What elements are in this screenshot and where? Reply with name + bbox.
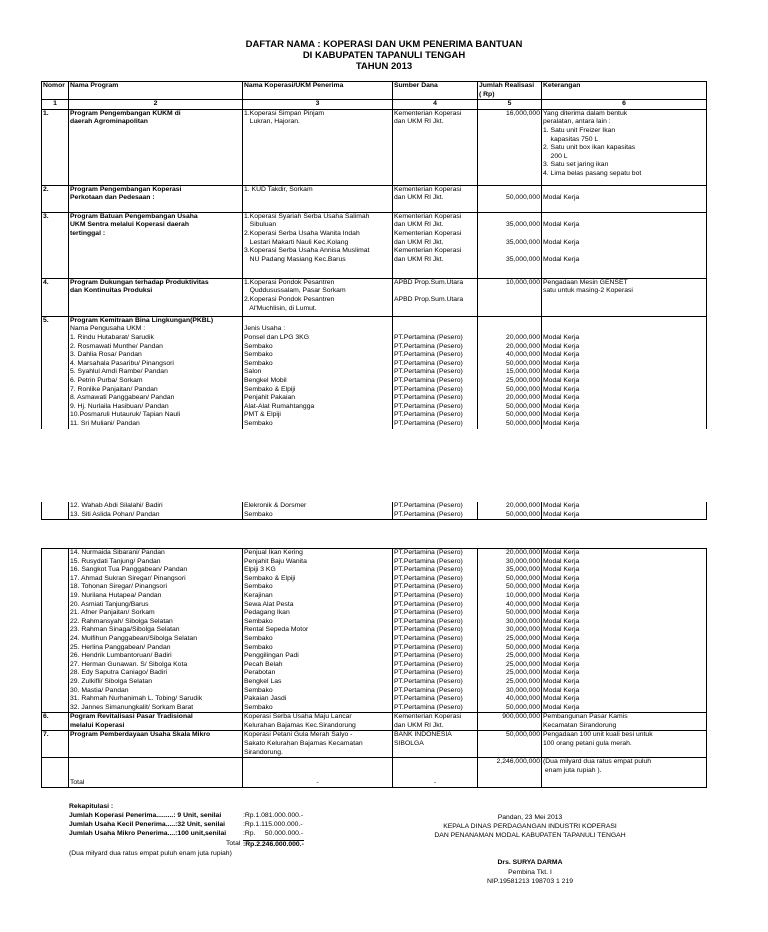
ukm-sumber: PT.Pertamina (Pesero) [393, 704, 478, 713]
total-row [42, 758, 707, 788]
ukm-jumlah: 30,000,000 [478, 626, 542, 635]
program-7-name: Program Pemberdayaan Usaha Skala Mikro [69, 731, 243, 758]
ukm-sumber: PT.Pertamina (Pesero) [393, 403, 478, 412]
ukm-row [42, 592, 707, 601]
ukm-ket: Modal Kerja [542, 566, 707, 575]
ukm-row [42, 609, 707, 618]
ukm-name: 5. Syahlul Amdi Rambe/ Pandan [69, 368, 243, 377]
col-header-ket: Keterangan [542, 82, 707, 100]
sign-office-line2: DAN PENANAMAN MODAL KABUPATEN TAPANULI TENGAH [434, 831, 626, 839]
col-header-program: Nama Program [69, 82, 243, 100]
sign-name: Drs. SURYA DARMA [497, 859, 563, 866]
ukm-row [42, 601, 707, 610]
signature-block [370, 814, 690, 840]
ukm-ket: Modal Kerja [542, 626, 707, 635]
ukm-name: 13. Siti Aslida Pohan/ Pandan [69, 511, 243, 520]
ukm-name: 3. Dahlia Rosa/ Pandan [69, 351, 243, 360]
ukm-sumber: PT.Pertamina (Pesero) [393, 511, 478, 520]
ukm-name: 20. Asmiati Tanjung/Barus [69, 601, 243, 610]
ukm-usaha: Sembako & Elpiji [243, 575, 393, 584]
ukm-usaha: Sembako [243, 351, 393, 360]
ukm-jumlah: 40,000,000 [478, 695, 542, 704]
col-num-5: 5 [478, 100, 542, 110]
ukm-name: 12. Wahab Abdi Silalahi/ Badiri [69, 502, 243, 511]
ukm-ket: Modal Kerja [542, 695, 707, 704]
ukm-row [42, 411, 707, 420]
ukm-usaha: Pecah Belah [243, 661, 393, 670]
ukm-ket: Modal Kerja [542, 403, 707, 412]
total-jumlah: 2,246,000,000 [478, 758, 542, 788]
ukm-name: 32. Jannes Simanungkalit/ Sorkam Barat [69, 704, 243, 713]
ukm-jumlah: 25,000,000 [478, 377, 542, 386]
ukm-ket: Modal Kerja [542, 360, 707, 369]
ukm-name: 30. Mastia/ Pandan [69, 687, 243, 696]
ukm-row [42, 377, 707, 386]
program-row-1 [42, 109, 707, 185]
ukm-row [42, 351, 707, 360]
ukm-usaha: Ponsel dan LPG 3KG [243, 334, 393, 343]
program-7-jumlah: 50,000,000 [478, 731, 542, 758]
signatory [450, 858, 610, 887]
ukm-ket: Modal Kerja [542, 343, 707, 352]
ukm-name: 16. Sangkot Tua Panggabean/ Pandan [69, 566, 243, 575]
ukm-jumlah: 20,000,000 [478, 334, 542, 343]
ukm-sumber: PT.Pertamina (Pesero) [393, 695, 478, 704]
ukm-row [42, 695, 707, 704]
program-3-penerima: 1.Koperasi Syariah Serba Usaha Salimah Sibuluan 2.Koperasi Serba Usaha Wanita Indah Lestari Makarti Nauli Kec.Kolang 3.Koperasi Serba Usaha Annisa Muslimat NU Padang Masiang Kec.Barus [243, 212, 393, 278]
ukm-jumlah: 15,000,000 [478, 368, 542, 377]
ukm-row [42, 502, 707, 511]
program-4-ket: Pengadaan Mesin GENSET satu untuk masing-2 Koperasi [542, 278, 707, 316]
ukm-usaha: Sembako [243, 511, 393, 520]
rekap-words: (Dua milyard dua ratus empat puluh enam juta rupiah) [69, 850, 232, 857]
ukm-row [42, 403, 707, 412]
program-3-ket: Modal Kerja Modal Kerja Modal Kerja [542, 212, 707, 278]
ukm-ket: Modal Kerja [542, 644, 707, 653]
program-7-penerima: Koperasi Petani Gula Merah Salyo - Sakato Kelurahan Bajamas Kecamatan Sirandorung. [243, 731, 393, 758]
ukm-list-3 [42, 549, 707, 713]
program-6-jumlah: 900,000,000 [478, 713, 542, 731]
ukm-sumber: PT.Pertamina (Pesero) [393, 592, 478, 601]
ukm-name: 25. Herlina Panggabean/ Pandan [69, 644, 243, 653]
rekap-total-label: Total [226, 840, 241, 847]
ukm-name: 4. Marsahala Pasaribu/ Pinangsori [69, 360, 243, 369]
ukm-name: 22. Rahmansyah/ Sibolga Selatan [69, 618, 243, 627]
ukm-name: 21. Afner Panjaitan/ Sorkam [69, 609, 243, 618]
ukm-usaha: Elekronik & Dorsmer [243, 502, 393, 511]
program-2-penerima: 1. KUD Takdir, Sorkam [243, 185, 393, 212]
ukm-usaha: Sembako [243, 618, 393, 627]
ukm-row [42, 368, 707, 377]
ukm-row [42, 343, 707, 352]
col-num-6: 6 [542, 100, 707, 110]
col-num-1: 1 [42, 100, 69, 110]
rekap-koperasi-label: Jumlah Koperasi Penerima.........: 9 Unit, senilai [69, 812, 222, 819]
ukm-sumber: PT.Pertamina (Pesero) [393, 351, 478, 360]
ukm-usaha: Sembako [243, 635, 393, 644]
ukm-jumlah: 20,000,000 [478, 343, 542, 352]
total-ket: (Dua milyard dua ratus empat puluh enam juta rupiah ). [542, 758, 707, 788]
ukm-row [42, 618, 707, 627]
program-row-7 [42, 731, 707, 758]
recipient-table-part3 [41, 548, 707, 788]
ukm-name: 6. Petrin Purba/ Sorkam [69, 377, 243, 386]
ukm-sumber: PT.Pertamina (Pesero) [393, 502, 478, 511]
ukm-jumlah: 25,000,000 [478, 661, 542, 670]
ukm-jumlah: 25,000,000 [478, 678, 542, 687]
ukm-row [42, 386, 707, 395]
ukm-sumber: PT.Pertamina (Pesero) [393, 618, 478, 627]
program-row-5 [42, 316, 707, 334]
ukm-jumlah: 20,000,000 [478, 502, 542, 511]
col-num-4: 4 [393, 100, 478, 110]
ukm-jumlah: 50,000,000 [478, 511, 542, 520]
ukm-ket: Modal Kerja [542, 511, 707, 520]
ukm-sumber: PT.Pertamina (Pesero) [393, 566, 478, 575]
total-sumber: - [393, 758, 478, 788]
ukm-name: 9. Hj. Nurlaila Hasibuan/ Pandan [69, 403, 243, 412]
ukm-sumber: PT.Pertamina (Pesero) [393, 687, 478, 696]
program-3-name: Program Batuan Pengembangan Usaha UKM Sentra melalui Koperasi daerah tertinggal : [69, 212, 243, 278]
col-num-3: 3 [243, 100, 393, 110]
ukm-usaha: PMT & Elpiji [243, 411, 393, 420]
program-2-sumber: Kementerian Koperasi dan UKM RI Jkt. [393, 185, 478, 212]
ukm-jumlah: 50,000,000 [478, 360, 542, 369]
ukm-sumber: PT.Pertamina (Pesero) [393, 678, 478, 687]
ukm-name: 27. Herman Gunawan. S/ Sibolga Kota [69, 661, 243, 670]
ukm-usaha: Sembako [243, 360, 393, 369]
ukm-name: 19. Nurilana Hutapea/ Pandan [69, 592, 243, 601]
ukm-ket: Modal Kerja [542, 583, 707, 592]
program-7-sumber: BANK INDONESIA SIBOLGA [393, 731, 478, 758]
ukm-jumlah: 30,000,000 [478, 558, 542, 567]
rekap-kecil-value: :Rp.1.115.000.000.- [243, 821, 303, 828]
ukm-ket: Modal Kerja [542, 661, 707, 670]
ukm-row [42, 644, 707, 653]
rekap-koperasi-value: :Rp.1.081.000.000.- [243, 812, 304, 819]
ukm-row [42, 687, 707, 696]
ukm-ket: Modal Kerja [542, 394, 707, 403]
program-5-usaha-subheader: Jenis Usaha : [243, 325, 393, 334]
col-header-no: Nomor [42, 82, 69, 100]
ukm-row [42, 704, 707, 713]
ukm-row [42, 360, 707, 369]
col-header-sumber: Sumber Dana [393, 82, 478, 100]
program-5-subheader: Nama Pengusaha UKM : [69, 325, 243, 334]
ukm-row [42, 661, 707, 670]
ukm-jumlah: 20,000,000 [478, 549, 542, 558]
ukm-ket: Modal Kerja [542, 420, 707, 429]
ukm-sumber: PT.Pertamina (Pesero) [393, 343, 478, 352]
ukm-ket: Modal Kerja [542, 592, 707, 601]
ukm-sumber: PT.Pertamina (Pesero) [393, 635, 478, 644]
ukm-jumlah: 50,000,000 [478, 583, 542, 592]
ukm-usaha: Rental Sepeda Motor [243, 626, 393, 635]
program-5-no: 5. [42, 316, 69, 325]
ukm-list-1 [42, 334, 707, 429]
ukm-sumber: PT.Pertamina (Pesero) [393, 644, 478, 653]
ukm-row [42, 626, 707, 635]
program-4-penerima: 1.Koperasi Pondok Pesantren Quddusussalam, Pasar Sorkam 2.Koperasi Pondok Pesantren Al'Muchlisin, di Lumut. [243, 278, 393, 316]
ukm-name: 10.Posmaruli Hutauruk/ Tapian Nauli [69, 411, 243, 420]
ukm-usaha: Pedagang Ikan [243, 609, 393, 618]
program-row-3 [42, 212, 707, 278]
ukm-name: 24. Mulfihun Panggabean/Sibolga Selatan [69, 635, 243, 644]
program-row-6 [42, 713, 707, 731]
ukm-row [42, 635, 707, 644]
ukm-jumlah: 50,000,000 [478, 575, 542, 584]
ukm-ket: Modal Kerja [542, 386, 707, 395]
ukm-jumlah: 20,000,000 [478, 394, 542, 403]
ukm-usaha: Elpiji 3 KG [243, 566, 393, 575]
program-row-2 [42, 185, 707, 212]
ukm-jumlah: 50,000,000 [478, 704, 542, 713]
ukm-usaha: Pakaian Jasdi [243, 695, 393, 704]
ukm-jumlah: 50,000,000 [478, 644, 542, 653]
ukm-row [42, 583, 707, 592]
ukm-ket: Modal Kerja [542, 502, 707, 511]
ukm-row [42, 549, 707, 558]
ukm-usaha: Kerajinan [243, 592, 393, 601]
ukm-usaha: Penjahit Pakaian [243, 394, 393, 403]
ukm-usaha: Alat-Alat Rumahtangga [243, 403, 393, 412]
ukm-jumlah: 35,000,000 [478, 566, 542, 575]
ukm-jumlah: 25,000,000 [478, 669, 542, 678]
program-row-4 [42, 278, 707, 316]
ukm-usaha: Sembako [243, 687, 393, 696]
total-penerima: - [243, 758, 393, 788]
ukm-sumber: PT.Pertamina (Pesero) [393, 652, 478, 661]
ukm-sumber: PT.Pertamina (Pesero) [393, 661, 478, 670]
ukm-sumber: PT.Pertamina (Pesero) [393, 558, 478, 567]
ukm-sumber: PT.Pertamina (Pesero) [393, 609, 478, 618]
ukm-jumlah: 50,000,000 [478, 386, 542, 395]
ukm-ket: Modal Kerja [542, 558, 707, 567]
ukm-ket: Modal Kerja [542, 601, 707, 610]
ukm-jumlah: 25,000,000 [478, 635, 542, 644]
program-4-sumber: APBD Prop.Sum.Utara APBD Prop.Sum.Utara [393, 278, 478, 316]
ukm-usaha: Bengkel Mobil [243, 377, 393, 386]
program-1-no: 1. [42, 109, 69, 185]
ukm-sumber: PT.Pertamina (Pesero) [393, 583, 478, 592]
program-6-ket: Pembangunan Pasar Kamis Kecamatan Sirandorung [542, 713, 707, 731]
ukm-jumlah: 40,000,000 [478, 601, 542, 610]
ukm-ket: Modal Kerja [542, 669, 707, 678]
ukm-jumlah: 40,000,000 [478, 351, 542, 360]
program-2-jumlah: 50,000,000 [478, 185, 542, 212]
doc-title-line1: DAFTAR NAMA : KOPERASI DAN UKM PENERIMA BANTUAN [245, 39, 523, 50]
rekap-kecil-label: Jumlah Usaha Kecil Penerima.....:32 Unit, senilai [69, 821, 226, 828]
ukm-ket: Modal Kerja [542, 411, 707, 420]
program-7-ket: Pengadaan 100 unit kuali besi untuk 100 orang petani gula merah. [542, 731, 707, 758]
ukm-ket: Modal Kerja [542, 687, 707, 696]
ukm-row [42, 575, 707, 584]
ukm-name: 29. Zulkifli/ Sibolga Selatan [69, 678, 243, 687]
program-1-sumber: Kementerian Koperasi dan UKM RI Jkt. [393, 109, 478, 185]
ukm-ket: Modal Kerja [542, 618, 707, 627]
ukm-name: 8. Asmawati Panggabean/ Pandan [69, 394, 243, 403]
ukm-usaha: Sembako & Elpiji [243, 386, 393, 395]
ukm-row [42, 394, 707, 403]
ukm-row [42, 334, 707, 343]
ukm-name: 26. Hendrik Lumbantoruan/ Badiri [69, 652, 243, 661]
rekap-total-value: :Rp.2.246.000.000.- [243, 841, 304, 848]
sign-rank: Pembina Tkt. I [508, 868, 552, 876]
ukm-usaha: Penjahit Baju Wanita [243, 558, 393, 567]
ukm-row [42, 678, 707, 687]
ukm-ket: Modal Kerja [542, 678, 707, 687]
ukm-sumber: PT.Pertamina (Pesero) [393, 601, 478, 610]
ukm-jumlah: 50,000,000 [478, 411, 542, 420]
program-4-no: 4. [42, 278, 69, 316]
ukm-row [42, 652, 707, 661]
ukm-sumber: PT.Pertamina (Pesero) [393, 334, 478, 343]
ukm-name: 11. Sri Muliani/ Pandan [69, 420, 243, 429]
col-header-penerima: Nama Koperasi/UKM Penerima [243, 82, 393, 100]
program-2-ket: Modal Kerja [542, 185, 707, 212]
ukm-ket: Modal Kerja [542, 334, 707, 343]
sign-place-date: Pandan, 23 Mei 2013 [497, 814, 563, 821]
ukm-usaha: Sembako [243, 420, 393, 429]
ukm-name: 2. Rosmawati Munthe/ Pandan [69, 343, 243, 352]
ukm-name: 1. Rindu Hutabarat/ Sarudik [69, 334, 243, 343]
sign-office-line1: KEPALA DINAS PERDAGANGAN INDUSTRI KOPERASI [443, 822, 617, 830]
col-header-jumlah: Jumlah Realisasi ( Rp) [478, 82, 542, 100]
ukm-ket: Modal Kerja [542, 368, 707, 377]
program-6-sumber: Kementerian Koperasi dan UKM RI Jkt. [393, 713, 478, 731]
ukm-jumlah: 50,000,000 [478, 609, 542, 618]
ukm-jumlah: 25,000,000 [478, 652, 542, 661]
ukm-usaha: Penjual Ikan Kering [243, 549, 393, 558]
ukm-usaha: Sewa Alat Pesta [243, 601, 393, 610]
ukm-sumber: PT.Pertamina (Pesero) [393, 549, 478, 558]
ukm-name: 31. Rahmah Nurhanimah L. Tobing/ Sarudik [69, 695, 243, 704]
ukm-ket: Modal Kerja [542, 575, 707, 584]
ukm-row [42, 669, 707, 678]
total-label: Total [69, 758, 243, 788]
ukm-name: 14. Nurmaida Sibarani/ Pandan [69, 549, 243, 558]
ukm-jumlah: 10,000,000 [478, 592, 542, 601]
ukm-sumber: PT.Pertamina (Pesero) [393, 626, 478, 635]
program-2-name: Program Pengembangan Koperasi Perkotaan dan Pedesaan : [69, 185, 243, 212]
program-3-no: 3. [42, 212, 69, 278]
ukm-ket: Modal Kerja [542, 377, 707, 386]
program-6-no: 6. [42, 713, 69, 731]
ukm-usaha: Sembako [243, 343, 393, 352]
ukm-name: 7. Ronlike Panjaitan/ Pandan [69, 386, 243, 395]
ukm-ket: Modal Kerja [542, 635, 707, 644]
ukm-usaha: Bengkel Las [243, 678, 393, 687]
ukm-name: 23. Rahman Sinaga/Sibolga Selatan [69, 626, 243, 635]
recipient-table-part1 [41, 81, 707, 429]
ukm-row [42, 566, 707, 575]
ukm-row [42, 558, 707, 567]
program-6-name: Pogram Revitalisasi Pasar Tradisional melalui Koperasi [69, 713, 243, 731]
rekap-mikro-value: :Rp. 50.000.000.- [243, 830, 304, 837]
program-7-no: 7. [42, 731, 69, 758]
program-3-jumlah: 35,000,000 35,000,000 35,000,000 [478, 212, 542, 278]
ukm-sumber: PT.Pertamina (Pesero) [393, 394, 478, 403]
ukm-name: 18. Tohonan Siregar/ Pinangsori [69, 583, 243, 592]
program-1-name: Program Pengembangan KUKM di daerah Agrominapolitan [69, 109, 243, 185]
ukm-ket: Modal Kerja [542, 704, 707, 713]
ukm-name: 15. Rusydati Tanjung/ Pandan [69, 558, 243, 567]
ukm-ket: Modal Kerja [542, 652, 707, 661]
rekap-title: Rekapitulasi : [69, 803, 114, 810]
rekap-mikro-label: Jumlah Usaha Mikro Penerima....:100 unit,senilai [69, 830, 227, 837]
ukm-name: 28. Edy Saputra Caniago/ Badiri [69, 669, 243, 678]
ukm-list-2 [42, 502, 707, 520]
ukm-ket: Modal Kerja [542, 351, 707, 360]
col-num-2: 2 [69, 100, 243, 110]
program-4-jumlah: 10,000,000 [478, 278, 542, 316]
table-header [42, 82, 707, 110]
ukm-jumlah: 50,000,000 [478, 420, 542, 429]
recipient-table-part2 [41, 502, 707, 520]
ukm-row [42, 511, 707, 520]
ukm-sumber: PT.Pertamina (Pesero) [393, 377, 478, 386]
ukm-jumlah: 50,000,000 [478, 403, 542, 412]
program-1-jumlah: 16,000,000 [478, 109, 542, 185]
program-5-name: Program Kemitraan Bina Lingkungan(PKBL) [69, 316, 243, 325]
ukm-usaha: Sembako [243, 583, 393, 592]
ukm-sumber: PT.Pertamina (Pesero) [393, 420, 478, 429]
ukm-usaha: Sembako [243, 644, 393, 653]
ukm-usaha: Penggilingan Padi [243, 652, 393, 661]
program-6-penerima: Koperasi Serba Usaha Maju Lancar Kelurahan Bajamas Kec.Sirandorung [243, 713, 393, 731]
ukm-name: 17. Ahmad Sukran Siregar/ Pinangsori [69, 575, 243, 584]
ukm-sumber: PT.Pertamina (Pesero) [393, 411, 478, 420]
ukm-sumber: PT.Pertamina (Pesero) [393, 575, 478, 584]
ukm-ket: Modal Kerja [542, 549, 707, 558]
ukm-usaha: Perabotan [243, 669, 393, 678]
ukm-jumlah: 30,000,000 [478, 687, 542, 696]
ukm-row [42, 420, 707, 429]
ukm-ket: Modal Kerja [542, 609, 707, 618]
program-2-no: 2. [42, 185, 69, 212]
doc-title-line3: TAHUN 2013 [355, 61, 413, 72]
ukm-sumber: PT.Pertamina (Pesero) [393, 669, 478, 678]
program-1-penerima: 1.Koperasi Simpan Pinjam Lukran, Hajoran. [243, 109, 393, 185]
doc-title-line2: DI KABUPATEN TAPANULI TENGAH [302, 50, 466, 61]
program-4-name: Program Dukungan terhadap Produktivitas dan Kontinuitas Produksi [69, 278, 243, 316]
ukm-sumber: PT.Pertamina (Pesero) [393, 386, 478, 395]
ukm-usaha: Sembako [243, 704, 393, 713]
program-1-ket: Yang diterima dalam bentuk peralatan, antara lain : 1. Satu unit Freizer Ikan kapasitas 750 L 2. Satu unit box ikan kapasitas 200 L 3. Satu set jaring ikan 4. Lima belas pasang sepatu bot [542, 109, 707, 185]
ukm-sumber: PT.Pertamina (Pesero) [393, 360, 478, 369]
ukm-jumlah: 30,000,000 [478, 618, 542, 627]
ukm-usaha: Salon [243, 368, 393, 377]
sign-nip: NIP.19581213 198703 1 219 [486, 878, 574, 885]
ukm-sumber: PT.Pertamina (Pesero) [393, 368, 478, 377]
program-3-sumber: Kementerian Koperasi dan UKM RI Jkt. Kementerian Koperasi dan UKM RI Jkt. Kementerian Koperasi dan UKM RI Jkt. [393, 212, 478, 278]
